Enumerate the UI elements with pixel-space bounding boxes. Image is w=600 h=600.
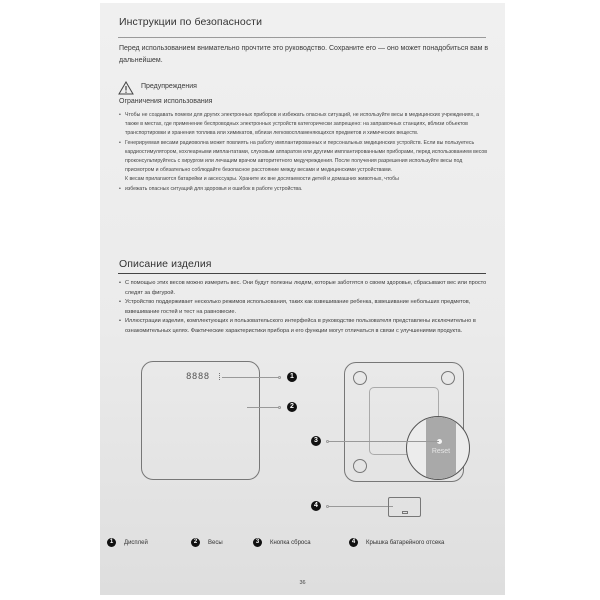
legend-item-scale bbox=[191, 538, 223, 547]
callout-badge: 1 bbox=[107, 538, 116, 547]
foot bbox=[353, 371, 367, 385]
description-item: • Устройство поддерживает несколько режимов использования, таких как взвешивание ребенка, взвешивание небольших предметов, взвешивание гостей и тест на равновесие. bbox=[119, 298, 491, 317]
callout-2-badge: 2 bbox=[287, 402, 297, 412]
callout-line-4 bbox=[329, 506, 393, 507]
legend-label: Крышка батарейного отсека bbox=[366, 539, 445, 546]
display-digits: 8888 bbox=[186, 372, 210, 382]
description-item: • Иллюстрации изделия, комплектующих и пользовательского интерфейса в руководстве пользователя представлены исключительно в ознакомительных целях. Фактические характеристики прибора и его функции могут отличаться в связи с улучшениями продукта. bbox=[119, 317, 491, 336]
callout-dot bbox=[278, 376, 281, 379]
legend-item-reset bbox=[253, 538, 311, 547]
reset-magnifier bbox=[406, 416, 470, 480]
callout-dot bbox=[278, 406, 281, 409]
legend-item-battery bbox=[349, 538, 444, 547]
safety-list bbox=[119, 111, 491, 194]
callout-4-badge: 4 bbox=[311, 501, 321, 511]
callout-line-1 bbox=[222, 377, 279, 378]
warning-heading: Предупреждения bbox=[141, 83, 197, 90]
warning-triangle-icon bbox=[118, 81, 134, 95]
description-item: • С помощью этих весов можно измерить вес. Они будут полезны людям, которые заботятся о своем здоровье, сбрасывают вес или просто следят за фигурой. bbox=[119, 279, 491, 298]
callout-line-2 bbox=[247, 407, 279, 408]
legend-label: Весы bbox=[208, 539, 223, 546]
callout-badge: 4 bbox=[349, 538, 358, 547]
safety-continuation: К весам прилагаются батарейки и аксессуары. Храните их вне досягаемости детей и домашних животных, чтобы bbox=[125, 176, 399, 183]
reset-label: Reset bbox=[431, 448, 451, 455]
description-list bbox=[119, 279, 491, 337]
foot bbox=[441, 371, 455, 385]
callout-line-3 bbox=[329, 441, 439, 442]
foot bbox=[353, 459, 367, 473]
legend-item-display bbox=[107, 538, 148, 547]
legend-label: Кнопка сброса bbox=[270, 539, 311, 546]
safety-title: Инструкции по безопасности bbox=[119, 16, 263, 28]
description-title: Описание изделия bbox=[119, 258, 212, 270]
callout-3-badge: 3 bbox=[311, 436, 321, 446]
battery-cover-illustration bbox=[388, 497, 421, 517]
callout-badge: 2 bbox=[191, 538, 200, 547]
safety-item: • Генерируемая весами радиоволна может повлиять на работу имплантированных и персональных медицинских устройств. Если вы пользуетесь кардиостимулятором, кохлеарными имплантатами, слуховым аппаратом или другими имплантированными приборами, перед использованием весов проконсультируйтесь с хирургом или лечащим врачом авторитетного медучреждения. После получения разрешения используйте весы под присмотром и обязательно соблюдайте безопасное расстояние между весами и медицинскими устройствами. bbox=[119, 139, 491, 176]
legend-label: Дисплей bbox=[124, 539, 148, 546]
safety-intro: Перед использованием внимательно прочтите это руководство. Сохраните его — оно может понадобиться вам в дальнейшем. bbox=[119, 45, 489, 64]
manual-page bbox=[100, 3, 505, 595]
safety-item: • избежать опасных ситуаций для здоровья и ошибок в работе устройства. bbox=[119, 185, 491, 194]
scale-front-illustration bbox=[141, 361, 260, 480]
description-rule bbox=[118, 273, 486, 274]
battery-latch bbox=[402, 511, 408, 514]
page-number: 36 bbox=[299, 580, 306, 586]
callout-1-badge: 1 bbox=[287, 372, 297, 382]
callout-badge: 3 bbox=[253, 538, 262, 547]
safety-item: • Чтобы не создавать помехи для других электронных приборов и избежать опасных ситуаций, не используйте весы в медицинских учреждениях, а также в местах, где применение беспроводных электронных устройств категорически запрещено: на заправочных станциях, вблизи объектов транспортировки и хранения топлива или химикатов, вблизи легковоспламеняющихся предметов и химических веществ. bbox=[119, 111, 491, 139]
restrictions-heading: Ограничения использования bbox=[119, 98, 213, 105]
title-rule bbox=[118, 37, 486, 38]
